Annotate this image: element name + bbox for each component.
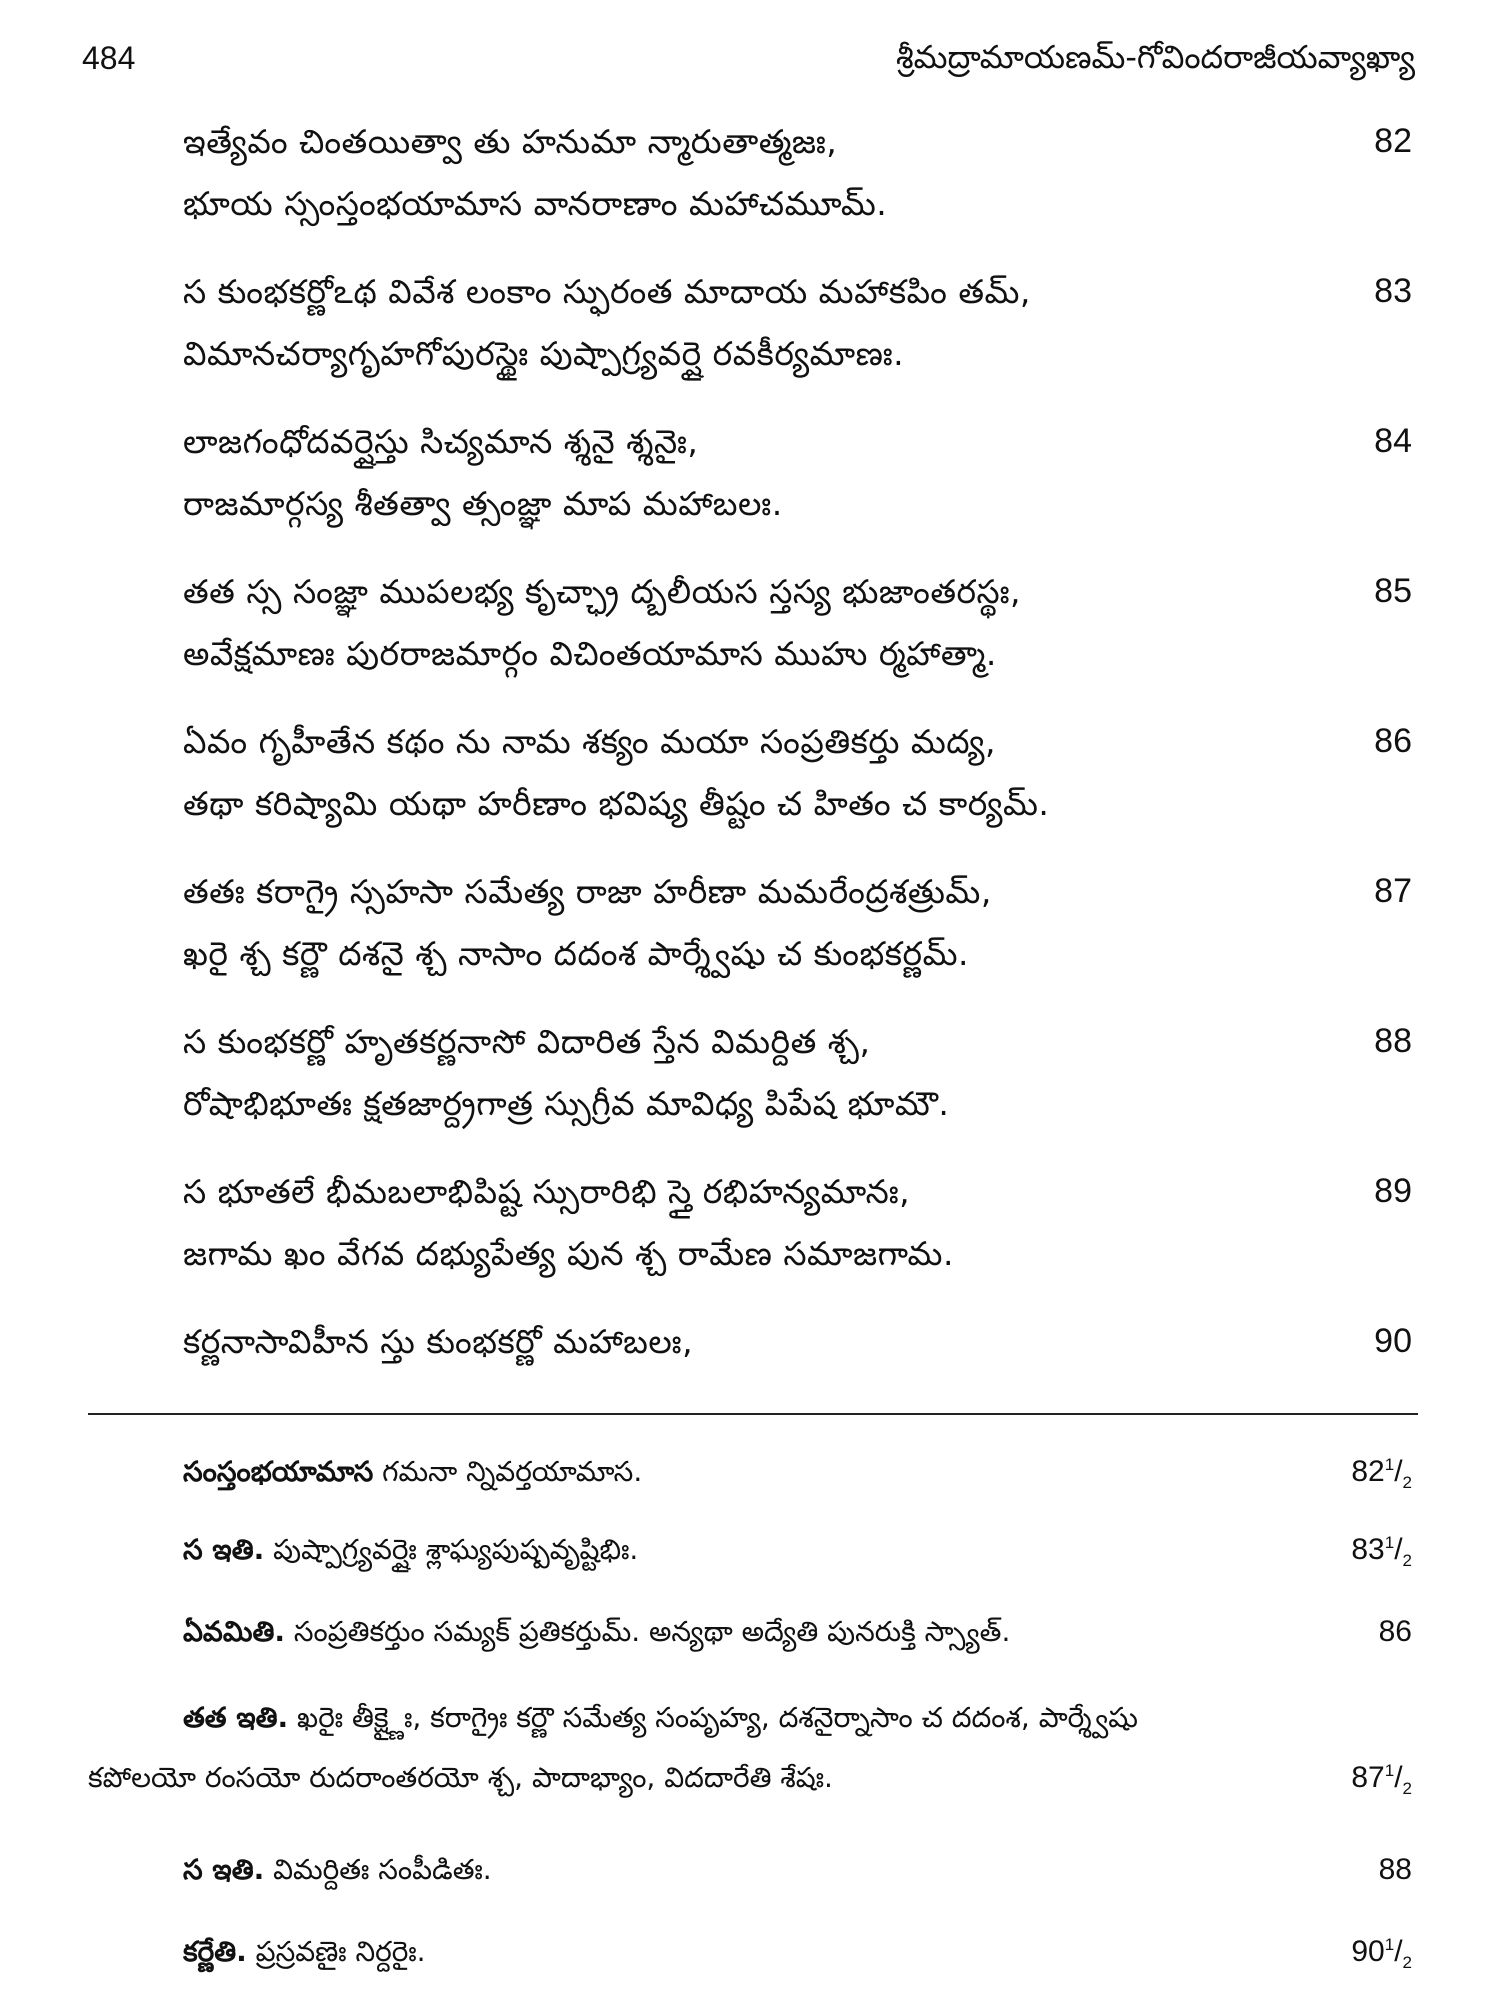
running-head: శ్రీమద్రామాయణమ్-గోవిందరాజీయవ్యాఖ్యా — [896, 38, 1415, 76]
page-header — [0, 0, 1500, 100]
verse-89 — [0, 1168, 1500, 1318]
verse-line: స కుంభకర్ణోఽథ వివేశ లంకాం స్ఫురంత మాదాయ మహాకపిం తమ్, — [183, 272, 1031, 311]
fraction-numerator: 1 — [1384, 1533, 1395, 1552]
note-reference: $82^1/_2$ — [1351, 1455, 1412, 1492]
verse-line: స భూతలే భీమబలాభిపిష్ట స్సురారిభి స్తై రభిహన్యమానః, — [183, 1172, 911, 1211]
fraction-denominator: 2 — [1402, 1779, 1412, 1798]
note-gloss: పుష్పాగ్ర్యవర్షైః శ్లాఘ్యపుష్పవృష్టిభిః. — [264, 1533, 639, 1566]
verse-line: విమానచర్యాగృహగోపురస్థైః పుష్పాగ్ర్యవర్షై రవకీర్యమాణః. — [183, 334, 905, 373]
note-lemma: స ఇతి. — [183, 1853, 265, 1886]
verse-83 — [0, 268, 1500, 418]
verse-line: స కుంభకర్ణో హృతకర్ణనాసో విదారిత స్తేన విమర్దిత శ్చ, — [183, 1022, 871, 1061]
note-lemma: స ఇతి. — [183, 1533, 265, 1566]
note-reference: $83^1/_2$ — [1351, 1533, 1412, 1570]
note-ref-number: 82 — [1351, 1455, 1385, 1488]
fraction-numerator: 1 — [1384, 1761, 1395, 1780]
verse-85 — [0, 568, 1500, 718]
verse-number: 89 — [1374, 1172, 1412, 1210]
page-number: 484 — [82, 40, 136, 76]
verse-line: తత స్స సంజ్ఞా ముపలభ్య కృచ్ఛ్రా ద్బలీయస స్తస్య భుజాంతరస్థః, — [183, 572, 1021, 611]
note-gloss: సంప్రతికర్తుం సమ్యక్ ప్రతికర్తుమ్. అన్యథా అద్యేతి పునరుక్తి స్స్యాత్. — [284, 1615, 1011, 1648]
verse-88 — [0, 1018, 1500, 1168]
note-gloss: ప్రస్రవణైః నిర్దరైః. — [246, 1935, 426, 1968]
note-gloss: గమనా న్నివర్తయామాస. — [373, 1455, 643, 1488]
verse-line: రాజమార్గస్య శీతత్వా త్సంజ్ఞా మాప మహాబలః. — [183, 484, 783, 523]
verse-number: 90 — [1374, 1322, 1412, 1360]
verse-line: తతః కరాగ్రై స్సహసా సమేత్య రాజా హరీణా మమరేంద్రశత్రుమ్, — [183, 872, 992, 911]
verse-number: 85 — [1374, 572, 1412, 610]
fraction-numerator: 1 — [1384, 1455, 1395, 1474]
verse-number: 84 — [1374, 422, 1412, 460]
verse-line: ఏవం గృహీతేన కథం ను నామ శక్యం మయా సంప్రతికర్తు మద్య, — [183, 722, 996, 761]
verse-82 — [0, 118, 1500, 268]
fraction-denominator: 2 — [1402, 1551, 1412, 1570]
note-ref-number: 88 — [1378, 1853, 1412, 1886]
note-text — [183, 1533, 638, 1573]
verse-number: 88 — [1374, 1022, 1412, 1060]
verse-87 — [0, 868, 1500, 1018]
note-reference — [1379, 1615, 1412, 1649]
verse-line: ఇత్యేవం చింతయిత్వా తు హనుమా న్మారుతాత్మజః, — [183, 122, 838, 161]
note-lemma: ఏవమితి. — [183, 1615, 285, 1648]
verse-number: 82 — [1374, 122, 1412, 160]
verse-90 — [0, 1318, 1500, 1468]
verse-line: రోషాభిభూతః క్షతజార్ద్రగాత్ర స్సుగ్రీవ మావిధ్య పిపేష భూమౌ. — [183, 1084, 950, 1123]
note-text — [183, 1701, 1138, 1741]
note-text-continued: కపోలయో రంసయో రుదరాంతరయో శ్చ, పాదాభ్యాం, విదదారేతి శేషః. — [88, 1761, 833, 1794]
note-gloss: విమర్దితః సంపీడితః. — [264, 1853, 492, 1886]
verse-line: లాజగంధోదవర్షైస్తు సిచ్యమాన శ్శనై శ్శనైః, — [183, 422, 699, 461]
note-lemma: కర్ణేతి. — [183, 1935, 247, 1968]
note-lemma: తత ఇతి. — [183, 1701, 289, 1734]
verse-number: 87 — [1374, 872, 1412, 910]
verse-86 — [0, 718, 1500, 868]
verse-number: 86 — [1374, 722, 1412, 760]
verse-section — [0, 118, 1500, 1468]
fraction-numerator: 1 — [1384, 1935, 1395, 1954]
note-lemma: సంస్తంభయామాస — [183, 1455, 374, 1488]
note-text — [183, 1455, 642, 1495]
fraction-denominator: 2 — [1402, 1473, 1412, 1492]
verse-line: అవేక్షమాణః పురరాజమార్గం విచింతయామాస ముహు ర్మహాత్మా. — [183, 634, 997, 673]
note-text — [183, 1935, 426, 1975]
footnote-divider — [88, 1413, 1418, 1415]
note-gloss: ఖరైః తీక్ష్ణైః, కరాగ్రైః కర్ణౌ సమేత్య సంపృహ్య, దశనైర్నాసాం చ దదంశ, పార్శ్వేషు — [288, 1701, 1138, 1734]
note-reference: $90^1/_2$ — [1351, 1935, 1412, 1972]
note-ref-number: 90 — [1351, 1935, 1385, 1968]
note-reference — [1379, 1853, 1412, 1887]
verse-line: జగామ ఖం వేగవ దభ్యుపేత్య పున శ్చ రామేణ సమాజగామ. — [183, 1234, 954, 1273]
verse-number: 83 — [1374, 272, 1412, 310]
verse-line: కర్ణనాసావిహీన స్తు కుంభకర్ణో మహాబలః, — [183, 1322, 694, 1361]
note-text — [183, 1615, 1010, 1655]
verse-84 — [0, 418, 1500, 568]
verse-line: ఖరై శ్చ కర్ణౌ దశనై శ్చ నాసాం దదంశ పార్శ్వేషు చ కుంభకర్ణమ్. — [183, 934, 969, 973]
note-ref-number: 87 — [1351, 1761, 1385, 1794]
note-ref-number: 83 — [1351, 1533, 1385, 1566]
fraction-denominator: 2 — [1402, 1953, 1412, 1972]
note-reference: $87^1/_2$ — [1351, 1761, 1412, 1798]
note-ref-number: 86 — [1378, 1615, 1412, 1648]
verse-line: తథా కరిష్యామి యథా హరీణాం భవిష్య తీష్టం చ హితం చ కార్యమ్. — [183, 784, 1050, 823]
note-text — [183, 1853, 492, 1893]
verse-line: భూయ స్సంస్తంభయామాస వానరాణాం మహాచమూమ్. — [183, 184, 888, 223]
